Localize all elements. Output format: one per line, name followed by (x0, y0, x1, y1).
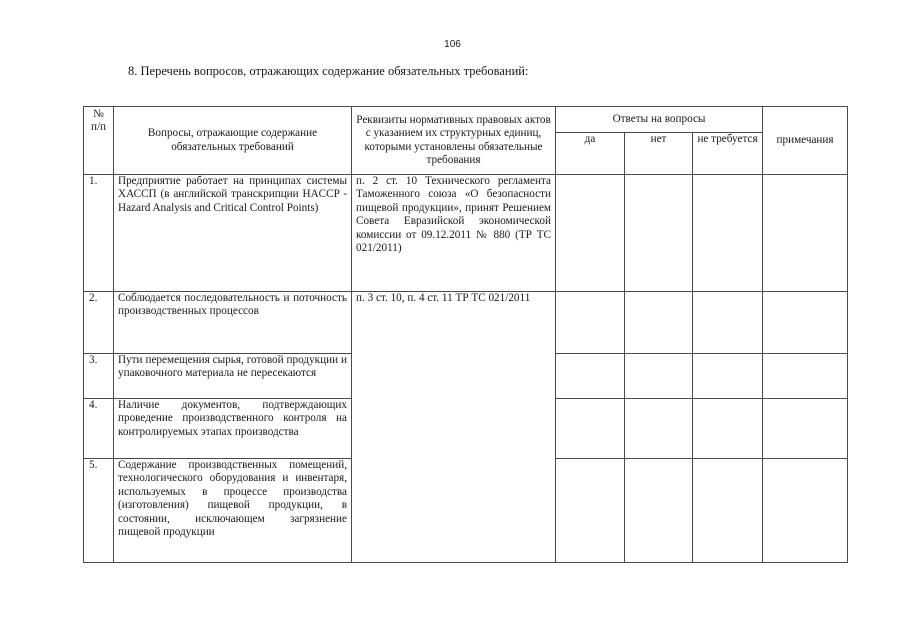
header-row (84, 107, 848, 133)
header-yes: да (556, 133, 625, 175)
answer-yes-cell[interactable] (556, 292, 625, 354)
row-number: 1. (84, 175, 114, 292)
header-notes: примечания (763, 107, 848, 175)
row-question: Соблюдается последовательность и поточность производственных процессов (114, 292, 352, 354)
table-row (84, 175, 848, 292)
row-number: 4. (84, 399, 114, 459)
answer-no-cell[interactable] (625, 459, 693, 563)
section-heading: 8. Перечень вопросов, отражающих содержание обязательных требований: (128, 64, 529, 78)
answer-no-cell[interactable] (625, 354, 693, 399)
header-no: нет (625, 133, 693, 175)
notes-cell[interactable] (763, 459, 848, 563)
header-num: № п/п (84, 107, 114, 175)
row-requisites: п. 3 ст. 10, п. 4 ст. 11 ТР ТС 021/2011 (352, 292, 556, 563)
answer-no-cell[interactable] (625, 399, 693, 459)
header-not-required: не требуется (693, 133, 763, 175)
row-number: 2. (84, 292, 114, 354)
row-question: Содержание производственных помещений, технологического оборудования и инвентаря, используемых в процессе производства (изготовления) пищевой продукции, в состоянии, исключающем загрязнение пищевой продукции (114, 459, 352, 563)
notes-cell[interactable] (763, 175, 848, 292)
answer-not-required-cell[interactable] (693, 175, 763, 292)
notes-cell[interactable] (763, 354, 848, 399)
requirements-table (83, 106, 848, 563)
header-requisites: Реквизиты нормативных правовых актов с указанием их структурных единиц, которыми установлены обязательные требования (352, 107, 556, 175)
row-requisites: п. 2 ст. 10 Технического регламента Таможенного союза «О безопасности пищевой продукции», принят Решением Совета Евразийской экономической комиссии от 09.12.2011 № 880 (ТР ТС 021/2011) (352, 175, 556, 292)
answer-not-required-cell[interactable] (693, 459, 763, 563)
row-number: 3. (84, 354, 114, 399)
answer-yes-cell[interactable] (556, 399, 625, 459)
page-number: 106 (444, 39, 461, 50)
answer-not-required-cell[interactable] (693, 292, 763, 354)
answer-not-required-cell[interactable] (693, 354, 763, 399)
row-number: 5. (84, 459, 114, 563)
answer-not-required-cell[interactable] (693, 399, 763, 459)
header-answers: Ответы на вопросы (556, 107, 763, 133)
answer-no-cell[interactable] (625, 292, 693, 354)
answer-yes-cell[interactable] (556, 459, 625, 563)
answer-yes-cell[interactable] (556, 175, 625, 292)
row-question: Пути перемещения сырья, готовой продукции и упаковочного материала не пересекаются (114, 354, 352, 399)
notes-cell[interactable] (763, 292, 848, 354)
header-question: Вопросы, отражающие содержание обязательных требований (114, 107, 352, 175)
row-question: Наличие документов, подтверждающих проведение производственного контроля на контролируемых этапах производства (114, 399, 352, 459)
answer-no-cell[interactable] (625, 175, 693, 292)
notes-cell[interactable] (763, 399, 848, 459)
answer-yes-cell[interactable] (556, 354, 625, 399)
table-row (84, 292, 848, 354)
row-question: Предприятие работает на принципах системы ХАССП (в английской транскрипции HACCP - Hazard Analysis and Critical Control Points) (114, 175, 352, 292)
